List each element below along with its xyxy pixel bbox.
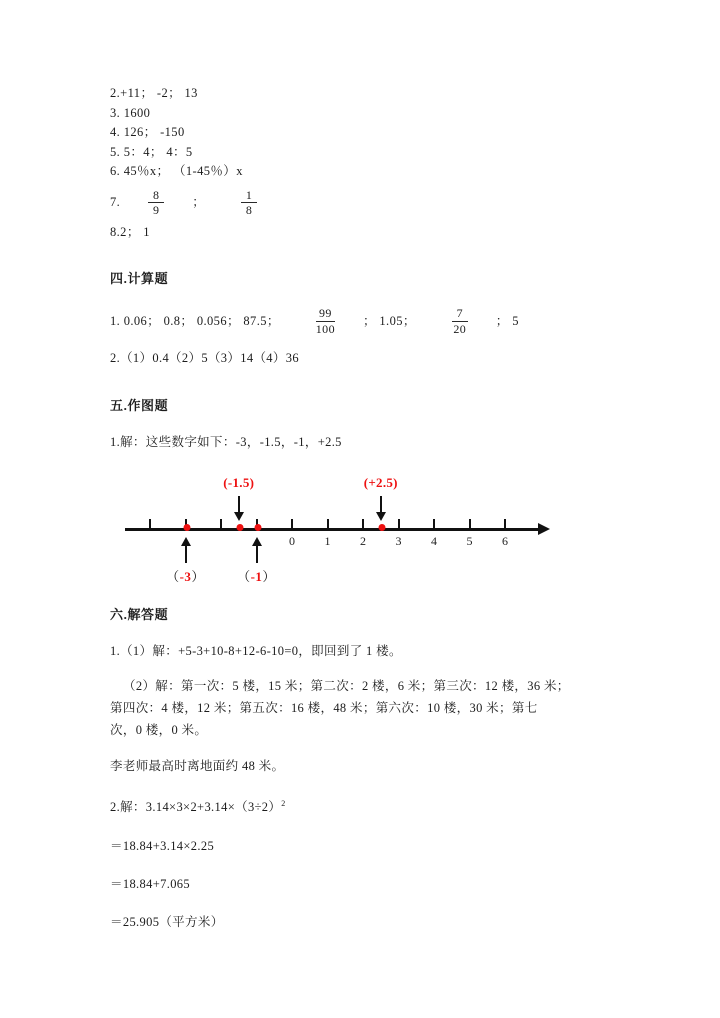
fraction-denominator: 9 [148, 202, 164, 217]
answer-item: 6. 45％x； （1-45％）x [110, 164, 243, 178]
fraction-numerator: 7 [456, 306, 463, 321]
arrow-up-icon [252, 537, 262, 563]
section-heading-five: 五.作图题 [110, 398, 169, 414]
item-1-suffix: ； 5 [495, 313, 519, 328]
fraction-numerator: 8 [152, 187, 160, 202]
fraction-denominator: 8 [241, 202, 257, 217]
fraction-denominator: 20 [453, 321, 467, 336]
axis-tick-label: 5 [466, 534, 473, 549]
item-1-mid: ； 1.05； [362, 313, 416, 328]
answer-item-8: 8.2； 1 [110, 224, 150, 239]
document-content [110, 84, 610, 933]
plotted-point [378, 524, 385, 531]
point-label-above: (-1.5) [223, 475, 255, 491]
arrow-down-icon [234, 496, 244, 522]
axis-tick [327, 519, 329, 529]
answer-6-2-line-1 [110, 793, 610, 818]
section-five-item-1: 1.解：这些数字如下：-3，-1.5，-1，+2.5 [110, 435, 342, 450]
axis-tick [469, 519, 471, 529]
axis-tick-label: 4 [431, 534, 437, 549]
axis-tick [398, 519, 400, 529]
fraction-1-8 [241, 189, 257, 217]
axis-tick [220, 519, 222, 529]
point-label-below: （-3） [166, 569, 205, 585]
section-heading-six: 六.解答题 [110, 607, 169, 623]
answers-list-section-three [110, 84, 610, 242]
answer-6-1-2-line-1: （2）解：第一次：5 楼，15 米；第二次：2 楼，6 米；第三次：12 楼，36 米； [123, 679, 570, 694]
arrow-down-icon [376, 496, 386, 522]
answer-6-1-2-line-3: 次，0 楼，0 米。 [110, 723, 208, 738]
axis-tick [291, 519, 293, 529]
answer-item-7-separator: ； [192, 195, 206, 210]
axis-tick-label: 2 [360, 534, 366, 549]
axis-tick [362, 519, 364, 529]
fraction-99-100 [316, 307, 335, 335]
section-four-item-1 [110, 307, 610, 335]
axis-arrowhead-icon [538, 523, 550, 535]
answer-item-7 [110, 189, 610, 217]
fraction-numerator: 99 [318, 306, 332, 321]
answer-6-2-expression: 2.解：3.14×3×2+3.14×（3÷2） [110, 800, 282, 815]
axis-tick-label: 1 [324, 534, 331, 549]
answer-6-1-2-line-2: 第四次：4 楼，12 米；第五次：16 楼，48 米；第六次：10 楼，30 米；第七 [110, 701, 538, 716]
answer-item: 2.+11； -2； 13 [110, 86, 198, 100]
answer-item: 5. 5：4； 4：5 [110, 144, 193, 159]
plotted-point [236, 524, 243, 531]
axis-tick [149, 519, 151, 529]
answer-6-2-line-2: ＝18.84+3.14×2.25 [110, 838, 215, 853]
fraction-numerator: 1 [245, 187, 253, 202]
answer-item-7-label: 7. [110, 195, 121, 210]
plotted-point [254, 524, 261, 531]
axis-tick [433, 519, 435, 529]
point-label-above: (+2.5) [363, 475, 398, 491]
point-label-below: （-1） [237, 569, 276, 585]
fraction-denominator: 100 [315, 321, 335, 336]
fraction-8-9 [148, 189, 164, 217]
item-1-prefix: 1. 0.06； 0.8； 0.056； 87.5； [110, 313, 280, 328]
answer-6-2-line-4: ＝25.905（平方米） [110, 914, 224, 929]
answer-item: 4. 126； -150 [110, 125, 185, 139]
plotted-point [183, 524, 190, 531]
section-heading-four: 四.计算题 [110, 271, 169, 287]
answer-6-1-1: 1.（1）解：+5-3+10-8+12-6-10=0，即回到了 1 楼。 [110, 644, 402, 659]
exponent: 2 [281, 799, 286, 809]
answer-item: 3. 1600 [110, 105, 151, 120]
number-line-figure [110, 471, 610, 596]
section-four-item-2: 2.（1）0.4（2）5（3）14（4）36 [110, 351, 299, 366]
axis-tick-label: 0 [289, 534, 295, 549]
answer-6-2-line-3: ＝18.84+7.065 [110, 876, 190, 891]
axis-tick-label: 6 [502, 534, 508, 549]
axis-tick-label: 3 [395, 534, 402, 549]
axis-tick [504, 519, 506, 529]
answer-6-1-2 [110, 675, 610, 741]
answer-6-1-conclusion: 李老师最高时离地面约 48 米。 [110, 759, 285, 774]
fraction-7-20 [452, 307, 468, 335]
arrow-up-icon [181, 537, 191, 563]
